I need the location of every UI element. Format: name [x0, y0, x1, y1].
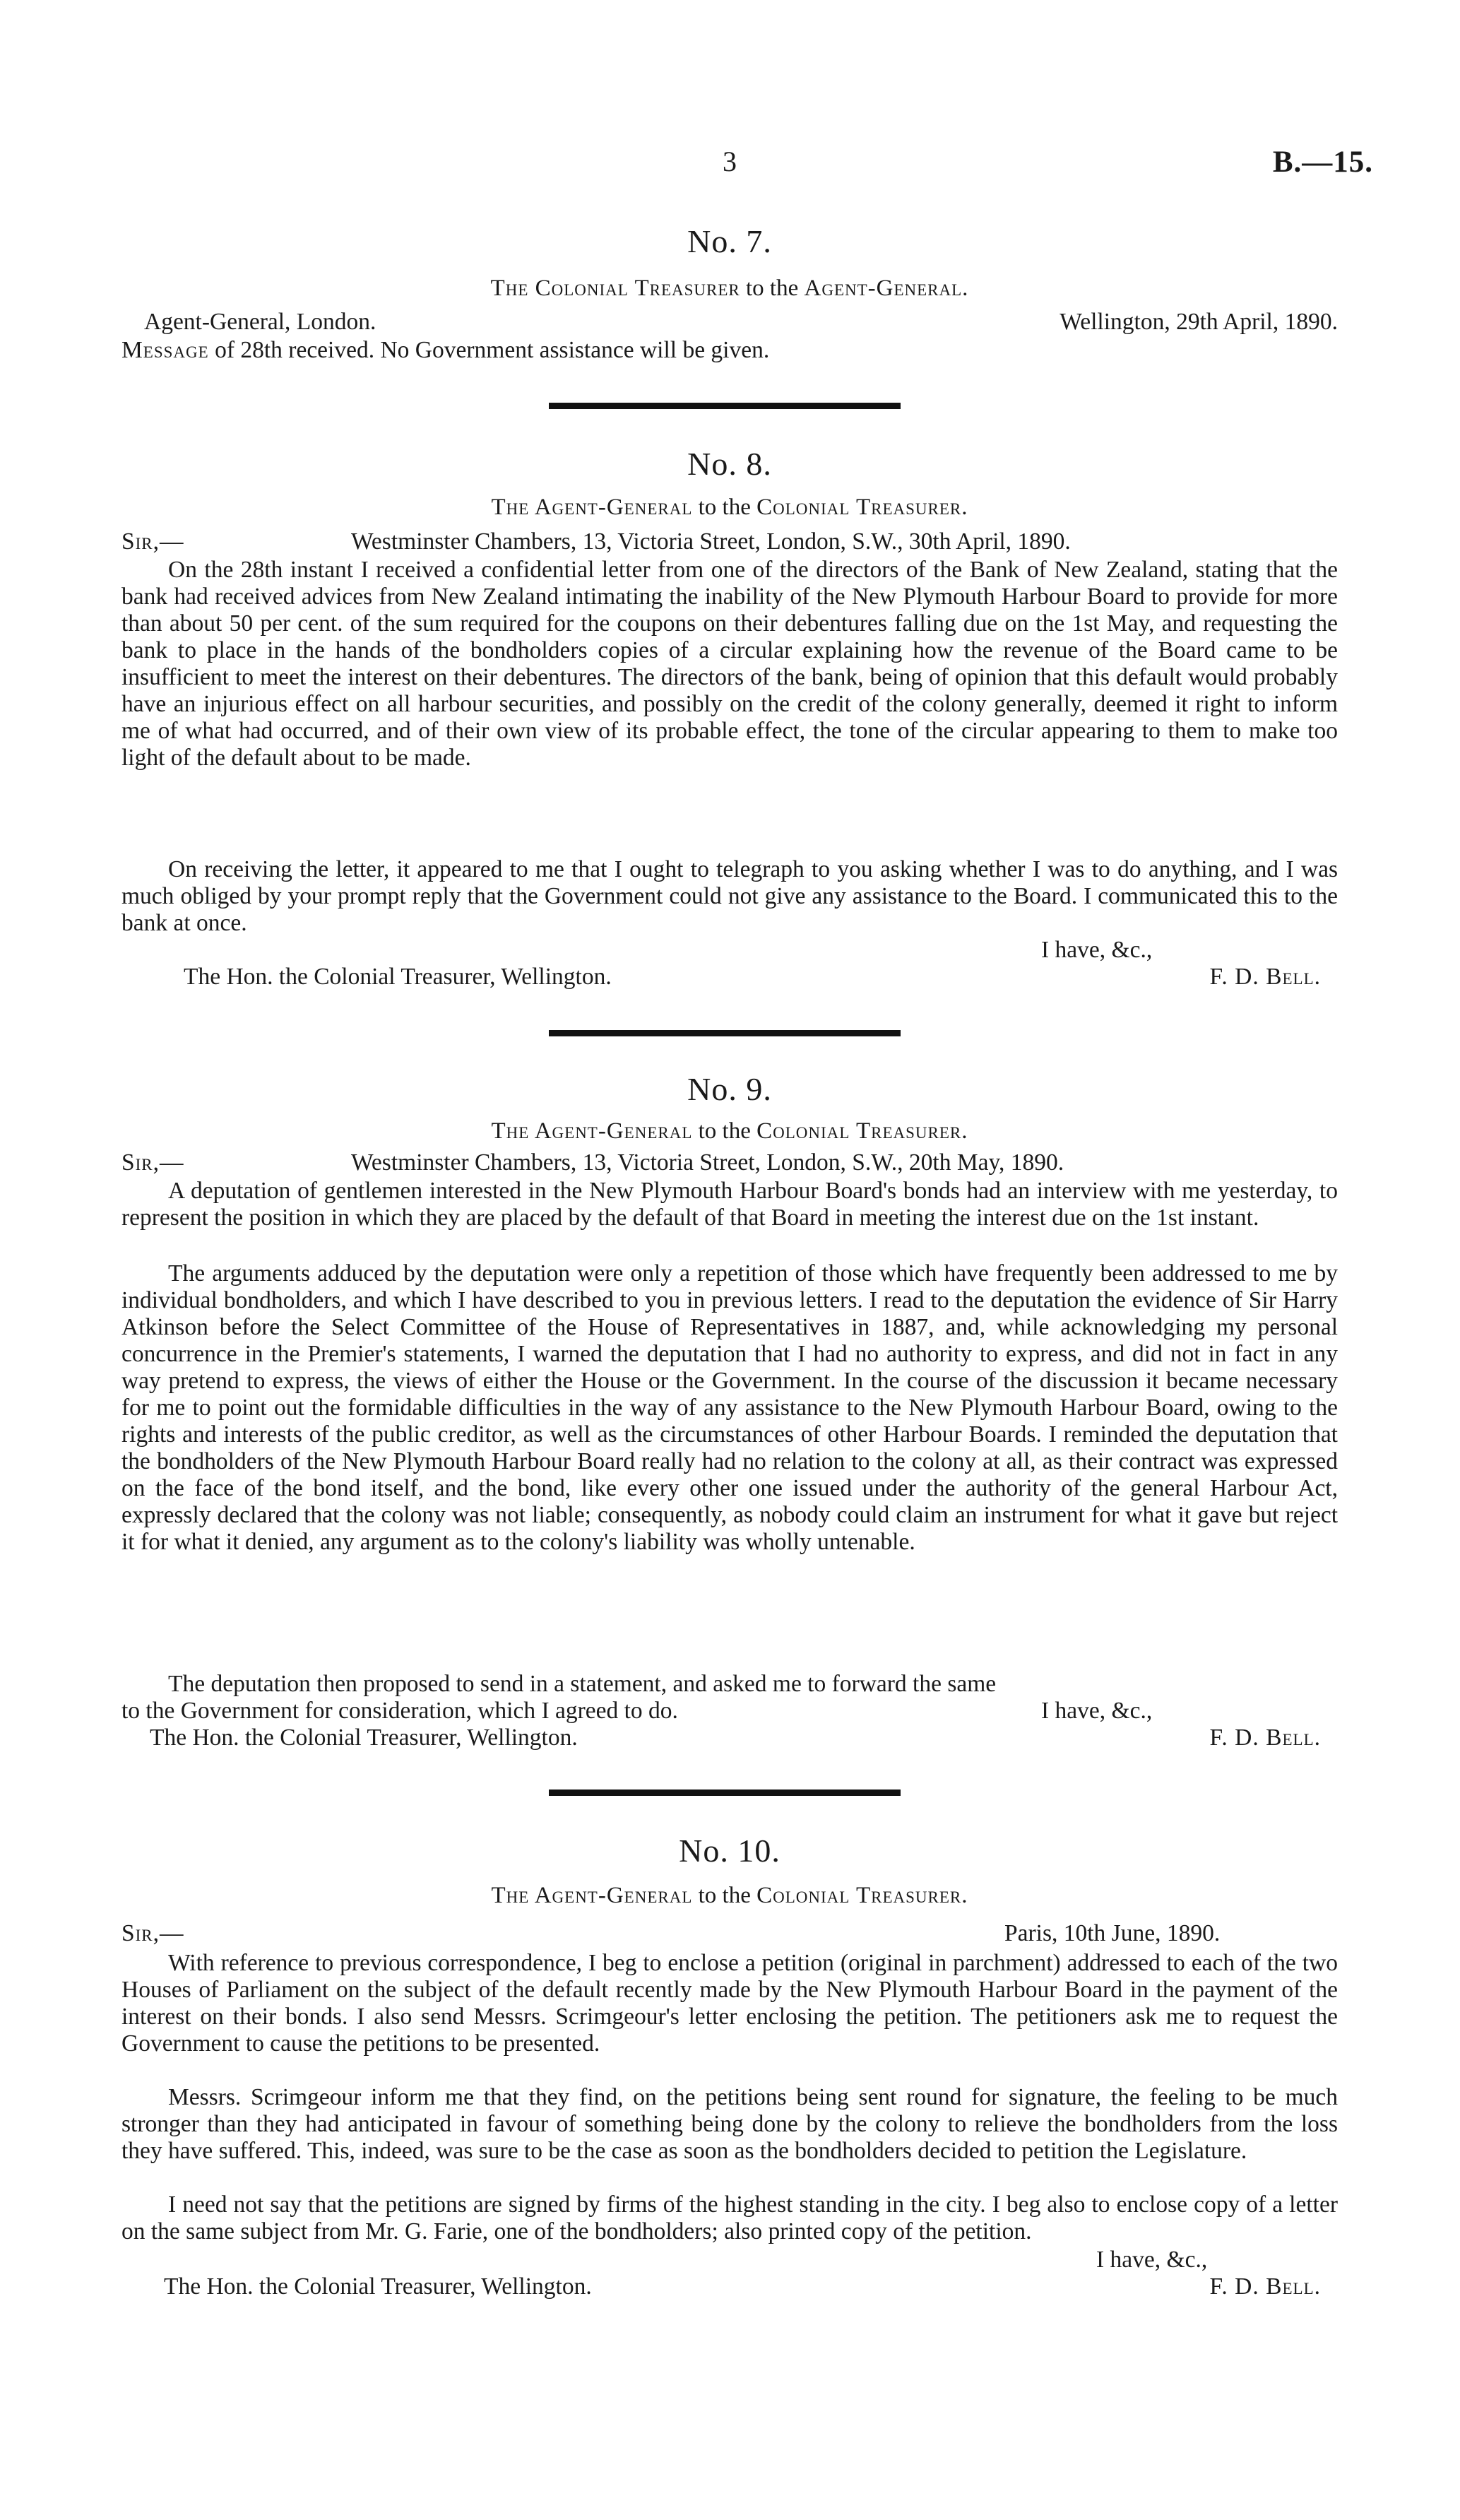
letter-9-last-line-1: The deputation then proposed to send in a statement, and asked me to forward the same — [168, 1671, 997, 1697]
letter-10-closing: I have, &c., — [1096, 2247, 1208, 2273]
letter-9-direction: The Agent-General to the Colonial Treasurer. — [491, 1118, 968, 1144]
letter-9-salutation: Sir,— — [121, 1149, 184, 1176]
letter-7-message: Message of 28th received. No Government assistance will be given. — [121, 337, 770, 363]
letter-10-signature: F. D. Bell. — [1209, 2273, 1321, 2300]
letter-number-7: No. 7. — [687, 223, 772, 259]
page-header — [121, 145, 1373, 187]
letter-10-paragraph-2: Messrs. Scrimgeour inform me that they find, on the petitions being sent round for signature, the feeling to be much stronger than they had anticipated in favour of something being done by the colony to relieve the bondholders from the loss they have suffered. This, indeed, was sure to be the case as soon as the bondholders decided to petition the Legislature. — [121, 2084, 1338, 2164]
section-divider — [549, 403, 901, 409]
letter-7-address: Agent-General, London. — [144, 309, 376, 335]
letter-10-place-date: Paris, 10th June, 1890. — [1004, 1920, 1221, 1946]
letter-8-paragraph-2: On receiving the letter, it appeared to me that I ought to telegraph to you asking whether I was to do anything, and I was much obliged by your prompt reply that the Government could not give any assistance to the Board. I communicated this to the bank at once. — [121, 856, 1338, 936]
letter-8-addressee: The Hon. the Colonial Treasurer, Wellington. — [184, 964, 612, 990]
letter-9-closing: I have, &c., — [1041, 1698, 1153, 1724]
letter-10-paragraph-3: I need not say that the petitions are signed by firms of the highest standing in the city. I beg also to enclose copy of a letter on the same subject from Mr. G. Farie, one of the bondholders; also printed copy of the petition. — [121, 2191, 1338, 2244]
letter-8-place-date: Westminster Chambers, 13, Victoria Street, London, S.W., 30th April, 1890. — [351, 528, 1071, 555]
letter-10-direction: The Agent-General to the Colonial Treasurer. — [491, 1883, 968, 1908]
letter-7-place-date: Wellington, 29th April, 1890. — [1060, 309, 1338, 335]
letter-9-paragraph-2: The arguments adduced by the deputation were only a repetition of those which have frequently been addressed to me by individual bondholders, and which I have described to you in previous letters. I read to the deputation the evidence of Sir Harry Atkinson before the Select Committee of the House of Representatives in 1887, and, while acknowledging my personal concurrence in the Premier's statements, I warned the deputation that I had no authority to express, and did not in fact in any way pretend to express, the views of either the House or the Government. In the course of the discussion it became necessary for me to point out the formidable difficulties in the way of any assistance to the New Plymouth Harbour Board, owing to the rights and interests of the public creditor, as well as the circumstances of other Harbour Boards. I reminded the deputation that the bondholders of the New Plymouth Harbour Board really had no relation to the colony at all, as their contract was expressed on the face of the bond itself, and the bond, like every other one issued under the authority of the general Harbour Act, expressly declared that the colony was not liable; consequently, as nobody could claim an instrument for what it gave but reject it for what it denied, any argument as to the colony's liability was wholly untenable. — [121, 1260, 1338, 1555]
document-reference: B.—15. — [1272, 146, 1373, 179]
letter-10-paragraph-1: With reference to previous correspondence, I beg to enclose a petition (original in parchment) addressed to each of the two Houses of Parliament on the subject of the default recently made by the New Plymouth Harbour Board in the payment of the interest on their bonds. I also send Messrs. Scrimgeour's letter enclosing the petition. The petitioners ask me to request the Government to cause the petitions to be presented. — [121, 1950, 1338, 2057]
section-divider — [549, 1790, 901, 1796]
letter-10-addressee: The Hon. the Colonial Treasurer, Wellington. — [164, 2273, 592, 2300]
letter-8-closing: I have, &c., — [1041, 937, 1153, 963]
letter-9-signature: F. D. Bell. — [1209, 1725, 1321, 1751]
letter-9-place-date: Westminster Chambers, 13, Victoria Street, London, S.W., 20th May, 1890. — [351, 1149, 1064, 1176]
letter-9-paragraph-1: A deputation of gentlemen interested in the New Plymouth Harbour Board's bonds had an interview with me yesterday, to represent the position in which they are placed by the default of that Board in meeting the interest due on the 1st instant. — [121, 1178, 1338, 1231]
letter-7-direction: The Colonial Treasurer to the Agent-General. — [490, 276, 969, 301]
letter-number-10: No. 10. — [679, 1833, 781, 1869]
letter-10-salutation: Sir,— — [121, 1920, 184, 1946]
letter-9-last-line-2: to the Government for consideration, which I agreed to do. — [121, 1698, 678, 1724]
letter-8-direction: The Agent-General to the Colonial Treasurer. — [491, 495, 968, 520]
section-divider — [549, 1030, 901, 1036]
letter-number-9: No. 9. — [687, 1071, 772, 1107]
letter-8-signature: F. D. Bell. — [1209, 964, 1321, 990]
letter-8-salutation: Sir,— — [121, 528, 184, 555]
letter-number-8: No. 8. — [687, 446, 772, 482]
page-number: 3 — [723, 146, 737, 177]
letter-8-paragraph-1: On the 28th instant I received a confidential letter from one of the directors of the Bank of New Zealand, stating that the bank had received advices from New Zealand intimating the inability of the New Plymouth Harbour Board to provide for more than about 50 per cent. of the sum required for the coupons on their debentures falling due on the 1st May, and requesting the bank to place in the hands of the bondholders copies of a circular explaining how the revenue of the Board came to be insufficient to meet the interest on their debentures. The directors of the bank, being of opinion that this default would probably have an injurious effect on all harbour securities, and possibly on the credit of the colony generally, deemed it right to inform me of what had occurred, and of their own view of its probable effect, the tone of the circular appearing to them to make too light of the default about to be made. — [121, 557, 1338, 771]
letter-9-addressee: The Hon. the Colonial Treasurer, Wellington. — [150, 1725, 578, 1751]
